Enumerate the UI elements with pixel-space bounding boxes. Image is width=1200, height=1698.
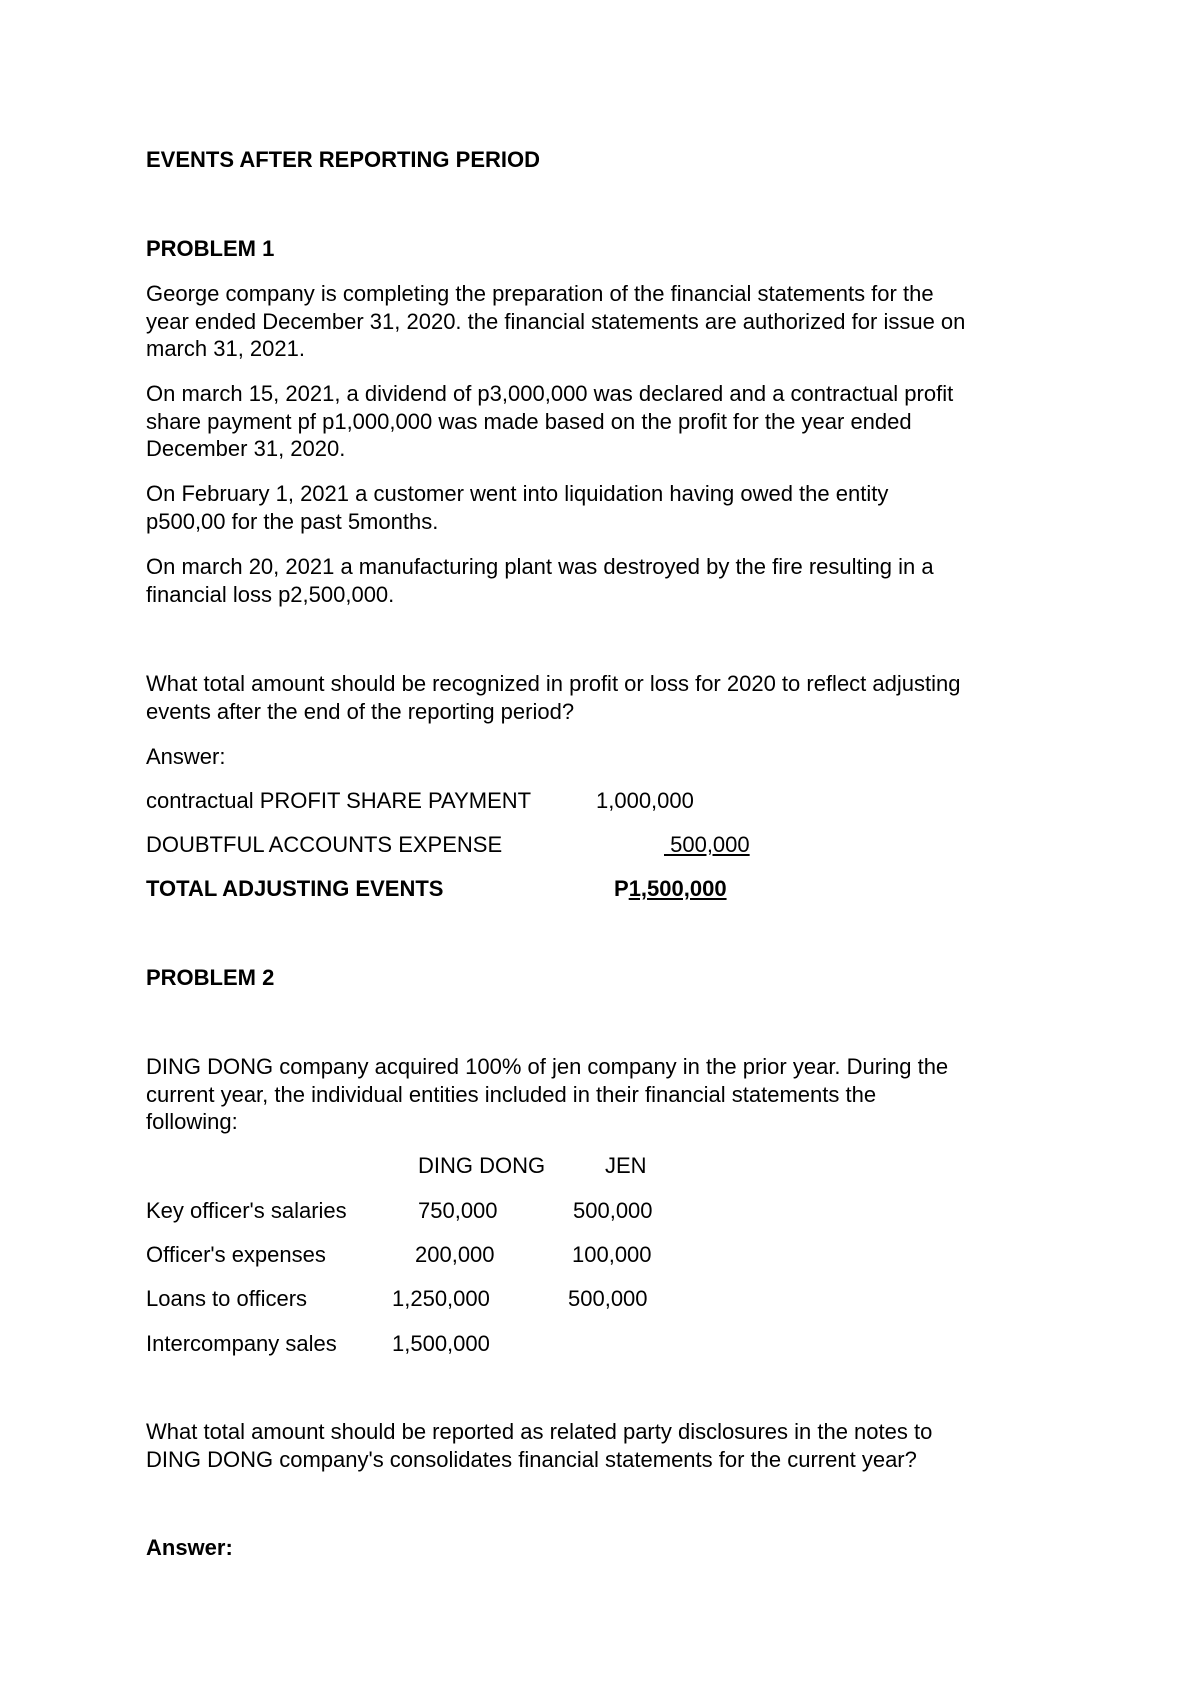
text-line: events after the end of the reporting period?	[146, 698, 575, 724]
text-line: DING DONG company acquired 100% of jen company in the prior year. During the	[146, 1054, 949, 1079]
table-cell-ding-dong: 1,500,000	[392, 1331, 490, 1356]
text-line: p500,00 for the past 5months.	[146, 508, 439, 534]
table-row-label: Intercompany sales	[146, 1331, 337, 1356]
text-line: What total amount should be reported as related party disclosures in the notes to	[146, 1419, 933, 1444]
total-prefix: P	[614, 876, 629, 901]
text-line: financial loss p2,500,000.	[146, 581, 395, 607]
problem-1-paragraph-3	[146, 480, 1076, 535]
text-line: On march 20, 2021 a manufacturing plant was destroyed by the fire resulting in a	[146, 554, 934, 579]
table-cell-jen: 500,000	[573, 1198, 653, 1223]
table-cell-ding-dong: 750,000	[418, 1198, 498, 1223]
text-line: DING DONG company's consolidates financial statements for the current year?	[146, 1446, 917, 1472]
total-adjusting-events-label: TOTAL ADJUSTING EVENTS	[146, 876, 444, 901]
text-line: On march 15, 2021, a dividend of p3,000,000 was declared and a contractual profit	[146, 381, 954, 406]
text-line: What total amount should be recognized in profit or loss for 2020 to reflect adjusting	[146, 671, 961, 696]
problem-1-paragraph-4	[146, 553, 1076, 608]
table-row-label: Loans to officers	[146, 1286, 308, 1311]
text-line: December 31, 2020.	[146, 436, 346, 461]
text-line: George company is completing the preparation of the financial statements for the	[146, 281, 934, 306]
problem-2-intro	[146, 1053, 1076, 1136]
text-line: year ended December 31, 2020. the financial statements are authorized for issue on	[146, 308, 966, 334]
table-header-ding-dong: DING DONG	[418, 1153, 546, 1178]
problem-1-paragraph-2	[146, 380, 1076, 463]
table-row-label: Key officer's salaries	[146, 1198, 347, 1223]
table-cell-jen: 500,000	[568, 1286, 648, 1311]
total-amount: 1,500,000	[628, 876, 727, 901]
problem-1-paragraph-1	[146, 280, 1076, 363]
text-line: march 31, 2021.	[146, 336, 305, 361]
table-header-jen: JEN	[605, 1153, 647, 1178]
answer-row-value: 1,000,000	[596, 788, 694, 813]
answer-row-label: contractual PROFIT SHARE PAYMENT	[146, 788, 532, 813]
answer-row-value: 500,000	[664, 832, 750, 857]
problem-2-answer-label: Answer:	[146, 1535, 233, 1560]
table-cell-ding-dong: 200,000	[415, 1242, 495, 1267]
text-line: On February 1, 2021 a customer went into liquidation having owed the entity	[146, 481, 889, 506]
table-cell-ding-dong: 1,250,000	[392, 1286, 490, 1311]
text-line: current year, the individual entities included in their financial statements the	[146, 1081, 877, 1107]
total-adjusting-events-value	[614, 876, 727, 902]
table-row-label: Officer's expenses	[146, 1242, 326, 1267]
answer-row-label: DOUBTFUL ACCOUNTS EXPENSE	[146, 832, 503, 857]
problem-1-heading: PROBLEM 1	[146, 236, 275, 261]
text-line: share payment pf p1,000,000 was made based on the profit for the year ended	[146, 408, 912, 434]
text-line: following:	[146, 1109, 238, 1134]
problem-1-question	[146, 670, 1076, 725]
problem-2-heading: PROBLEM 2	[146, 965, 275, 990]
problem-1-answer-label: Answer:	[146, 744, 226, 769]
problem-2-question	[146, 1418, 1076, 1473]
document-title: EVENTS AFTER REPORTING PERIOD	[146, 147, 541, 172]
table-cell-jen: 100,000	[572, 1242, 652, 1267]
